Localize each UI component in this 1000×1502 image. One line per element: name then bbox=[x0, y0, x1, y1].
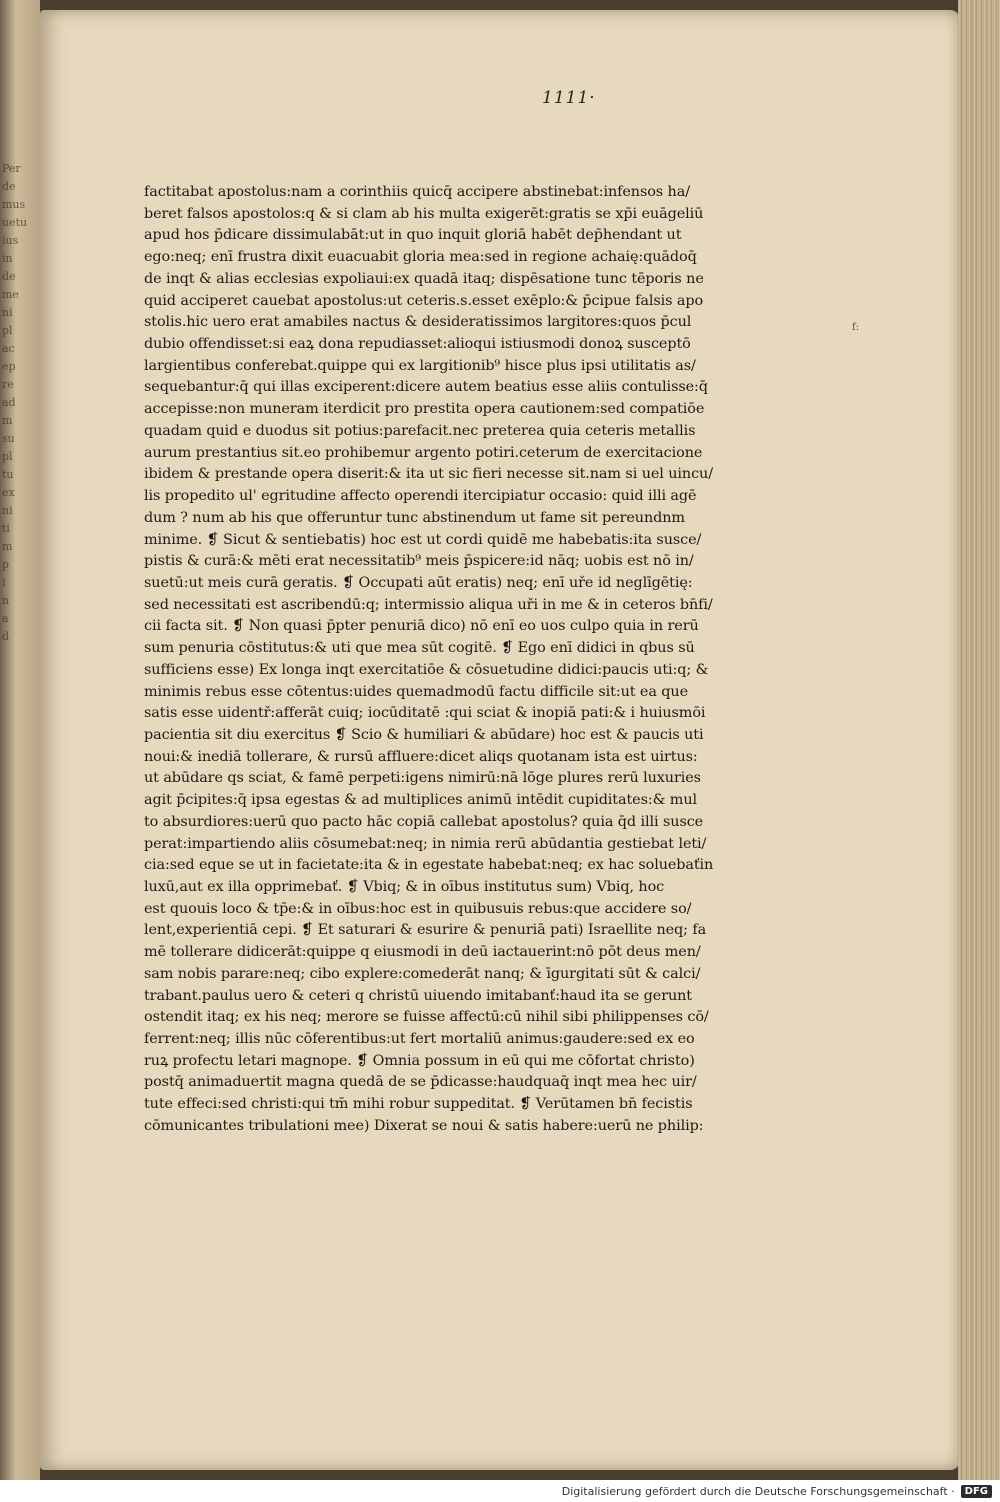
facing-line: me bbox=[2, 288, 19, 301]
text-line: sam nobis parare:neq; cibo explere:comederāt nanq; & īgurgitati sūt & calci/ bbox=[144, 965, 701, 982]
facing-line: ep bbox=[2, 360, 16, 373]
text-line: aurum prestantius sit.eo prohibemur argento potiri.ceterum de exercitacione bbox=[144, 444, 703, 461]
facing-line: ex bbox=[2, 486, 15, 499]
text-line: apud hos p̄dicare dissimulabāt:ut in quo inquit gloriā habēt dep̄hendant ut bbox=[144, 227, 682, 244]
facing-line: in bbox=[2, 252, 13, 265]
facing-line: i bbox=[2, 576, 6, 589]
text-line: pistis & curā:& mēti erat necessitatib⁹ meis p̄spicere:id nāq; uobis est nō in/ bbox=[144, 553, 694, 570]
facing-line: p bbox=[2, 558, 10, 571]
text-line: sufficiens esse) Ex longa inqt exercitatiōe & cōsuetudine didici:paucis uti:q; & bbox=[144, 661, 709, 678]
facing-line: tu bbox=[2, 468, 14, 481]
facing-line: de bbox=[2, 270, 16, 283]
facing-line: ni bbox=[2, 306, 13, 319]
facing-line: n bbox=[2, 594, 10, 607]
folio-number: 1111· bbox=[542, 88, 596, 108]
text-line: minimis rebus esse cōtentus:uides quemadmodū factu difficile sit:ut ea que bbox=[144, 683, 688, 700]
text-line: perat:impartiendo aliis cōsumebat:neq; in nimia rerū abūdantia gestiebat leti/ bbox=[144, 835, 707, 852]
facing-line: m bbox=[2, 414, 13, 427]
facing-line: mus bbox=[2, 198, 26, 211]
facing-line: ad bbox=[2, 396, 16, 409]
text-line: ruꝝ profectu letari magnope. ❡ Omnia possum in eū qui me cōfortat christo) bbox=[144, 1052, 695, 1069]
text-line: de inqt & alias ecclesias expoliaui:ex quadā itaq; dispēsatione tunc tēporis ne bbox=[144, 270, 704, 287]
text-line: accepisse:non muneram iterdicit pro prestita opera cautionem:sed compatiōe bbox=[144, 401, 705, 418]
dfg-logo: DFG bbox=[961, 1485, 992, 1498]
text-line: to absurdiores:uerū quo pacto hāc copiā callebat apostolus? quia q̄d illi susce bbox=[144, 813, 704, 830]
text-line: cii facta sit. ❡ Non quasi p̄pter penuriā dico) nō enī eo uos culpo quia in rerū bbox=[144, 618, 699, 635]
text-line: stolis.hic uero erat amabiles nactus & desideratissimos largitores:quos p̄cul bbox=[144, 314, 692, 331]
text-line: satis esse uidentř:afferāt cuiq; iocūditatē :qui sciat & inopiā pati:& i huiusmōi bbox=[144, 705, 706, 722]
text-line: beret falsos apostolos:q & si clam ab his multa exigerēt:gratis se xp̄i euāgeliū bbox=[144, 205, 704, 222]
text-line: sum penuria cōstitutus:& uti que mea sūt cogitē. ❡ Ego enī didici in qbus sū bbox=[144, 640, 695, 657]
text-line: ferrent:neq; illis nūc cōferentibus:ut fert mortaliū animus:gaudere:sed ex eo bbox=[144, 1031, 695, 1048]
text-line: pacientia sit diu exercitus ❡ Scio & humiliari & abūdare) hoc est & paucis uti bbox=[144, 726, 704, 743]
text-line: minime. ❡ Sicut & sentiebatis) hoc est ut cordi quidē me habebatis:ita susce/ bbox=[144, 531, 702, 548]
page-stack-edge bbox=[958, 0, 1000, 1480]
facing-page-edge bbox=[0, 0, 40, 1480]
text-line: ego:neq; enī frustra dixit euacuabit gloria mea:sed in regione achaię:quādoq̄ bbox=[144, 249, 697, 266]
text-line: sed necessitati est ascribendū:q; intermissio aliqua uři in me & in ceteros bn̄fi/ bbox=[144, 596, 713, 613]
text-line: lent,experientiā cepi. ❡ Et saturari & esurire & penuriā pati) Israellite neq; fa bbox=[144, 922, 707, 939]
facing-line: a bbox=[2, 612, 9, 625]
text-line: quadam quid e duodus sit potius:parefacit.nec preterea quia ceteris metallis bbox=[144, 422, 696, 439]
text-line: ibidem & prestande opera diserit:& ita ut sic fieri necesse sit.nam si uel uincu/ bbox=[144, 466, 713, 483]
facing-line: uetu bbox=[2, 216, 28, 229]
text-line: cia:sed eque se ut in facietate:ita & in egestate habebat:neq; ex hac soluebaťin bbox=[144, 857, 714, 874]
text-line: luxū,aut ex illa opprimebať. ❡ Vbiq; & in oībus institutus sum) Vbiq, hoc bbox=[144, 879, 665, 895]
text-line: quid acciperet cauebat apostolus:ut ceteris.s.esset exēplo:& p̄cipue falsis apo bbox=[144, 292, 704, 309]
text-column bbox=[144, 182, 784, 1138]
text-line: agit p̄cipites:q̄ ipsa egestas & ad multiplices animū intēdit cupiditates:& mul bbox=[144, 792, 698, 809]
facing-line: ius bbox=[2, 234, 19, 247]
facing-line: m bbox=[2, 540, 13, 553]
text-line: est quouis loco & tp̄e:& in oībus:hoc est in quibusuis rebus:que accidere so/ bbox=[144, 900, 692, 917]
facing-line: d bbox=[2, 630, 10, 643]
facing-line: ti bbox=[2, 522, 10, 535]
text-line: dubio offendisset:si eaꝝ dona repudiasset:alioqui istiusmodi donoꝝ susceptō bbox=[144, 336, 691, 353]
text-line: dum ? num ab his que offeruntur tunc abstinendum ut fame sit pereundnm bbox=[144, 509, 685, 526]
text-line: tute effeci:sed christi:qui tm̄ mihi robur suppeditat. ❡ Verūtamen bn̄ fecistis bbox=[144, 1096, 693, 1113]
text-line: cōmunicantes tribulationi mee) Dixerat se noui & satis habere:uerū ne philip: bbox=[144, 1117, 704, 1134]
text-line: suetū:ut meis curā geratis. ❡ Occupati aūt eratis) neq; enī uře id neglīgētię: bbox=[144, 574, 693, 591]
facing-line: Per bbox=[2, 162, 21, 175]
text-line: ostendit itaq; ex his neq; merore se fuisse affectū:cū nihil sibi philippenses cō/ bbox=[144, 1009, 709, 1026]
text-line: sequebantur:q̄ qui illas exciperent:dicere autem beatius esse aliis contulisse:q̄ bbox=[144, 379, 708, 396]
text-line: mē tollerare didicerāt:quippe q eiusmodi in deū iactauerint:nō pōt deus men/ bbox=[144, 944, 701, 961]
facing-line: pl bbox=[2, 324, 13, 337]
text-line: trabant.paulus uero & ceteri q christū uiuendo imitabanť:haud ita se gerunt bbox=[144, 987, 692, 1004]
facing-line: pl bbox=[2, 450, 13, 463]
text-line: largientibus conferebat.quippe qui ex largitionib⁹ hisce plus ipsi utilitatis as/ bbox=[144, 357, 696, 374]
facing-line: de bbox=[2, 180, 16, 193]
marginal-mark: f: bbox=[852, 322, 860, 333]
text-line: factitabat apostolus:nam a corinthiis quicq̄ accipere abstinebat:infensos ha/ bbox=[144, 184, 690, 200]
facing-line: ac bbox=[2, 342, 15, 355]
text-line: noui:& inediā tollerare, & rursū affluere:dicet aliqs quotanam ista est uirtus: bbox=[144, 748, 698, 765]
facing-line: ni bbox=[2, 504, 13, 517]
text-line: ut abūdare qs sciat, & famē perpeti:igens nimirū:nā lōge plures rerū luxuries bbox=[144, 770, 701, 787]
text-line: postq̄ animaduertit magna quedā de se p̄dicasse:haudquaq̄ inqt mea hec uir/ bbox=[144, 1074, 697, 1091]
footer-credit: Digitalisierung gefördert durch die Deutsche Forschungsgemeinschaft · bbox=[561, 1484, 955, 1498]
book-page bbox=[40, 10, 960, 1470]
facing-line: re bbox=[2, 378, 14, 391]
facing-line: su bbox=[2, 432, 15, 445]
facing-page-text bbox=[2, 160, 38, 1260]
digitization-footer bbox=[0, 1480, 1000, 1502]
text-line: lis propedito ul' egritudine affecto operendi itercipiatur occasio: quid illi agē bbox=[144, 488, 697, 505]
